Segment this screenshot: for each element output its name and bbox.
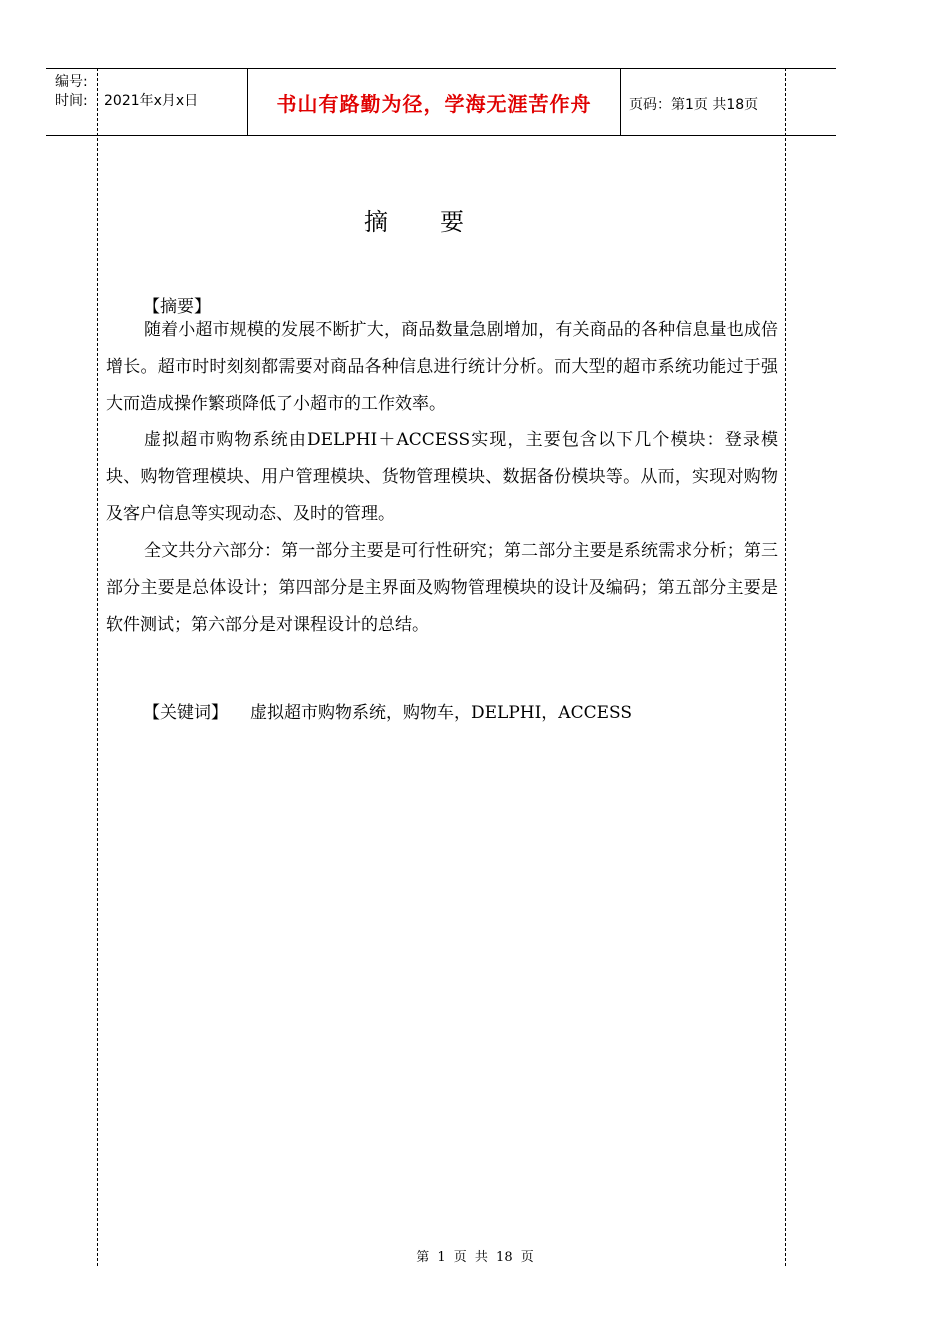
header-bottom-border bbox=[46, 135, 836, 136]
motto: 书山有路勤为径，学海无涯苦作舟 bbox=[276, 92, 592, 116]
header-top-border bbox=[46, 68, 836, 69]
time-label: 时间: bbox=[55, 93, 88, 109]
keywords-line bbox=[143, 698, 632, 723]
abstract-paragraph-2: 虚拟超市购物系统由DELPHI＋ACCESS实现，主要包含以下几个模块：登录模块、购物管理模块、用户管理模块、货物管理模块、数据备份模块等。从而，实现对购物及客户信息等实现动态、及时的管理。 bbox=[106, 430, 778, 524]
keywords-text: 虚拟超市购物系统，购物车，DELPHI，ACCESS bbox=[250, 703, 633, 723]
abstract-label: 【摘要】 bbox=[143, 297, 211, 317]
abstract-paragraph-1: 随着小超市规模的发展不断扩大，商品数量急剧增加，有关商品的各种信息量也成倍增长。超市时时刻刻都需要对商品各种信息进行统计分析。而大型的超市系统功能过于强大而造成操作繁琐降低了小超市的工作效率。 bbox=[106, 320, 778, 414]
right-binding-line bbox=[785, 68, 786, 1266]
number-label: 编号: bbox=[55, 74, 88, 90]
page-info: 页码：第1页 共18页 bbox=[629, 97, 759, 113]
keywords-label: 【关键词】 bbox=[143, 703, 228, 723]
page-title: 摘要 bbox=[364, 208, 516, 236]
left-binding-line bbox=[97, 68, 98, 1266]
page-footer: 第 1 页 共 18 页 bbox=[416, 1250, 534, 1265]
header-divider-2 bbox=[620, 68, 621, 135]
abstract-paragraph-3: 全文共分六部分：第一部分主要是可行性研究；第二部分主要是系统需求分析；第三部分主要是总体设计；第四部分是主界面及购物管理模块的设计及编码；第五部分主要是软件测试；第六部分是对课程设计的总结。 bbox=[106, 541, 778, 635]
date-field: 2021年x月x日 bbox=[104, 93, 199, 109]
